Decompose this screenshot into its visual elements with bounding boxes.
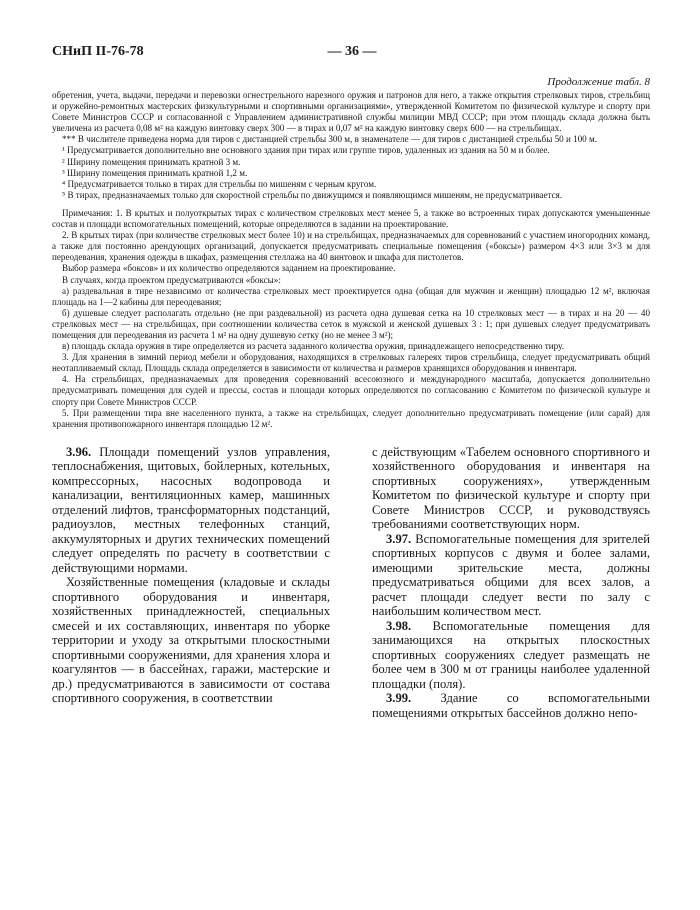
- footnote-2: ² Ширину помещения принимать кратной 3 м.: [62, 156, 241, 167]
- clause-number: 3.97.: [386, 531, 412, 546]
- note-1: Примечания: 1. В крытых и полуоткрытых тирах с количеством стрелковых мест менее 5, а также во встроенных тирах допускаются уменьшенные состав и площади вспомогательных помещений, которые определяются в задании на проектирование.: [52, 207, 650, 230]
- footnote-4: ⁴ Предусматривается только в тирах для стрельбы по мишеням с черным кругом.: [62, 178, 377, 189]
- clause-text: Здание со вспомогательными помещениями открытых бассейнов должно непо-: [372, 691, 650, 720]
- page-number: — 36 —: [327, 44, 377, 59]
- clause-number: 3.96.: [66, 444, 92, 459]
- left-column: [52, 445, 330, 721]
- footnote-5: ⁵ В тирах, предназначаемых только для скоростной стрельбы по движущимся и появляющимся мишеням, не предусматривается.: [62, 189, 563, 200]
- right-column: [372, 445, 650, 721]
- clause-text: Вспомогательные помещения для зрителей спортивных корпусов с двумя и более залами, имеющими зрительские места, должны предусматриваться общими для всех залов, а расчет площади следует вести по залу с наибольшим количеством мест.: [372, 531, 650, 619]
- paragraph-continuation: [372, 445, 650, 532]
- paragraph-3-98: [372, 619, 650, 692]
- clause-number: 3.98.: [386, 618, 412, 633]
- note-4: 4. На стрельбищах, предназначаемых для проведения соревнований всесоюзного и международного масштаба, допускается дополнительно предусматривать помещения для судей и прессы, состав и площади которых определяются по согласованию с Комитетом по физической культуре и спорту при Совете Министров СССР.: [52, 374, 650, 407]
- paragraph-household-rooms: [52, 575, 330, 706]
- note-3: 3. Для хранения в зимний период мебели и оборудования, находящихся в стрелковых галереях тиров стрельбища, следует предусматривать общий неотапливаемый склад. Площадь склада определяется в зависимости от количества и размеров хранящихся оборудования и инвентаря.: [52, 352, 650, 374]
- note-2c: в) площадь склада оружия в тире определяется из расчета заданного количества оружия, принадлежащего непосредственно тиру.: [62, 341, 564, 352]
- note-5: 5. При размещении тира вне населенного пункта, а также на стрельбищах, следует дополнительно предусматривать помещение (или сарай) для хранения противопожарного инвентаря площадью 12 м².: [52, 407, 650, 429]
- paragraph-3-97: [372, 532, 650, 619]
- note-2-cases: В случаях, когда проектом предусматриваются «боксы»:: [62, 274, 281, 285]
- note-2-choice: Выбор размера «боксов» и их количество определяются заданием на проектирование.: [62, 263, 396, 274]
- table-continuation-label: Продолжение табл. 8: [547, 76, 650, 88]
- footnote-continuation: обретения, учета, выдачи, передачи и перевозки огнестрельного нарезного оружия и патронов для него, а также открытия стрелковых тиров, стрельбищ и оружейно-ремонтных мастерских физкультурными и спортивными организациями», утвержденной Комитетом по физической культуре и спорту при Совете Министров СССР и согласованной с Управлением административной службы милиции МВД СССР; при этом площадь склада должна быть увеличена из расчета 0,08 м² на каждую винтовку сверх 300 — в тирах и 0,07 м² на каждую винтовку сверх 600 — на стрельбищах.: [52, 90, 650, 134]
- table-footnotes: [52, 90, 650, 201]
- note-2b: б) душевые следует располагать отдельно (не при раздевальной) из расчета одна душевая сетка на 10 стрелковых мест — в тирах и на 20 — 40 стрелковых мест — на стрельбищах, при соотношении количества сеток в мужской и женской душевых 3 : 1; при душевых следует предусматривать помещения для переодевания из расчета 1 м² на одну душевую сетку (но не менее 3 м²);: [52, 307, 650, 340]
- main-text-columns: [52, 445, 650, 721]
- footnote-1: ¹ Предусматривается дополнительно вне основного здания при тирах или группе тиров, удаленных из здания на 50 м и более.: [62, 145, 550, 156]
- note-2: 2. В крытых тирах (при количестве стрелковых мест более 10) и на стрельбищах, предназначаемых для соревнований с участием иногородних команд, а также для постоянно арендующих организаций, допускается предусматривать специальные помещения («боксы») размером 4×3 или 3×3 м для переодевания, хранения одежды в шкафах, размещения стеллажа на 40 винтовок и шкафа для пистолетов.: [52, 230, 650, 263]
- clause-number: 3.99.: [386, 691, 412, 706]
- table-notes: [52, 208, 650, 430]
- clause-text: Хозяйственные помещения (кладовые и склады спортивного оборудования и инвентаря, хозяйственных принадлежностей, специальных смесей и их составляющих, инвентаря по уборке территории и уходу за открытыми плоскостными спортивными сооружениями, для хранения хлора и коагулянтов — в бассейнах, гаражи, мастерские и др.) предусматриваются в зависимости от состава спортивного сооружения, в соответствии: [52, 575, 330, 706]
- clause-text: с действующим «Табелем основного спортивного и хозяйственного оборудования и инвентаря на спортивных сооружениях», утвержденным Комитетом по физической культуре и спорту при Совете Министров СССР, и руководствуясь требованиями соответствующих норм.: [372, 444, 650, 532]
- paragraph-3-99: [372, 691, 650, 720]
- clause-text: Вспомогательные помещения для занимающихся на открытых плоскостных спортивных сооружениях следует размещать не более чем в 300 м от границы наиболее удаленной площадки (поля).: [372, 618, 650, 691]
- paragraph-3-96: [52, 445, 330, 576]
- document-code: СНиП II-76-78: [52, 44, 144, 59]
- footnote-3: ³ Ширину помещения принимать кратной 1,2 м.: [62, 167, 248, 178]
- footnote-asterisk: *** В числителе приведена норма для тиров с дистанцией стрельбы 300 м, в знаменателе — для тиров с дистанцией стрельбы 50 и 100 м.: [62, 134, 598, 145]
- page-header: [52, 44, 650, 66]
- note-2a: а) раздевальная в тире независимо от количества стрелковых мест проектируется одна (общая для мужчин и женщин) площадью 12 м², включая площадь на 1—2 кабины для переодевания;: [52, 285, 650, 307]
- clause-text: Площади помещений узлов управления, теплоснабжения, щитовых, бойлерных, котельных, компрессорных, насосных водопровода и канализации, вентиляционных камер, машинных отделений лифтов, трансформаторных подстанций, радиоузлов, местных телефонных станций, аккумуляторных и других технических помещений следует определять по расчету в соответствии с действующими нормами.: [52, 444, 330, 575]
